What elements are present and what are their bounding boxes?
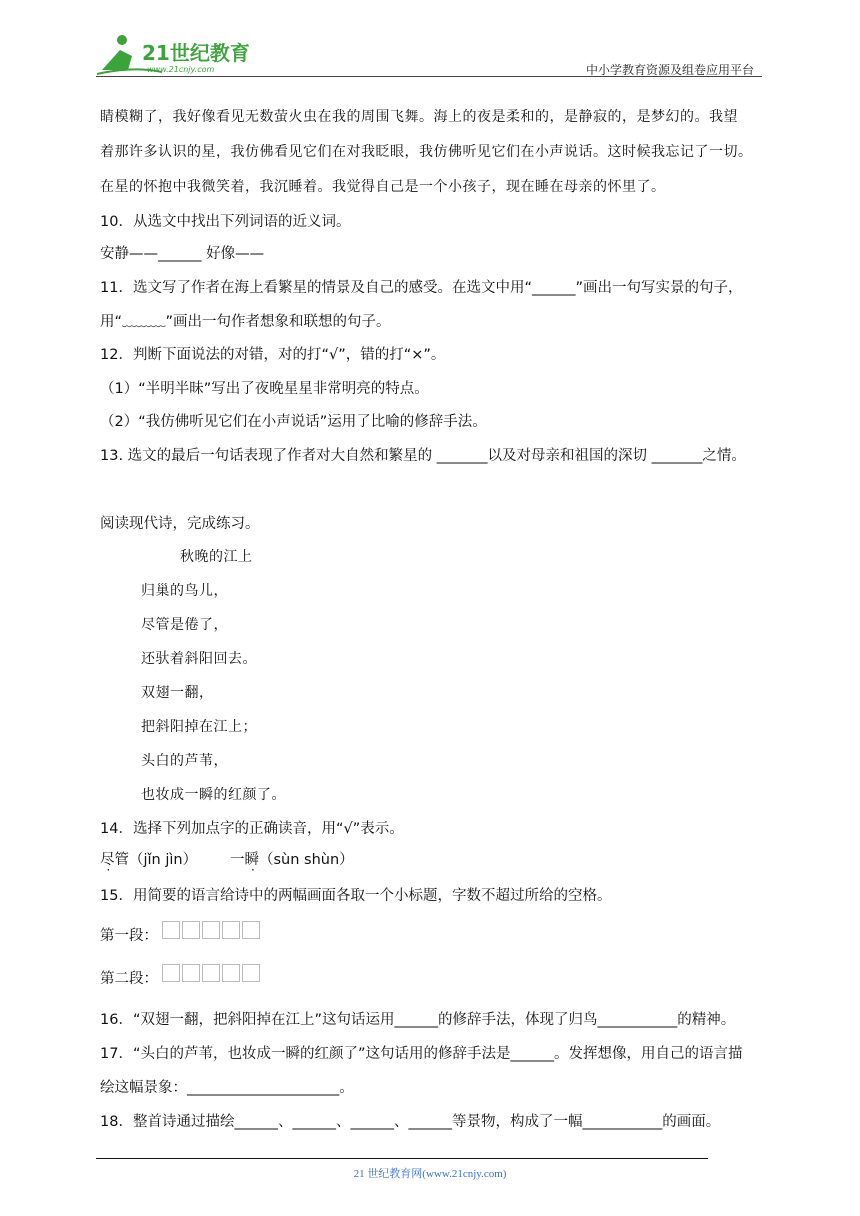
question-18: 18．整首诗通过描绘______、______、______、______等景物，构成了一幅___________的画面。 <box>100 1114 721 1130</box>
footer-link[interactable]: 21 世纪教育网(www.21cnjy.com) <box>353 1168 507 1180</box>
question-10-line: 安静——______ 好像—— <box>100 246 265 262</box>
dotted-char-jin: 尽 <box>100 852 115 868</box>
question-10: 10．从选文中找出下列词语的近义词。 <box>100 214 351 230</box>
question-16: 16．“双翅一翻，把斜阳掉在江上”这句话运用______的修辞手法，体现了归鸟___________的精神。 <box>100 1012 736 1028</box>
question-17-line-2: 绘这幅景象：_____________________。 <box>100 1080 354 1096</box>
poem-line-5: 把斜阳掉在江上； <box>141 719 257 735</box>
question-11-line-1: 11．选文写了作者在海上看繁星的情景及自己的感受。在选文中用“______”画出一句写实景的句子， <box>100 280 743 296</box>
question-14: 14．选择下列加点字的正确读音，用“√”表示。 <box>100 821 404 837</box>
poem-line-4: 双翅一翻， <box>141 685 214 701</box>
svg-text:www.21cnjy.com: www.21cnjy.com <box>147 65 215 74</box>
answer-boxes-1[interactable] <box>162 921 262 939</box>
question-12: 12．判断下面说法的对错，对的打“√”，错的打“×”。 <box>100 347 446 363</box>
poem-line-2: 尽管是倦了， <box>141 617 228 633</box>
poem-line-1: 归巢的鸟儿， <box>141 583 228 599</box>
question-15-label-2: 第二段： <box>100 971 158 987</box>
question-12-item-1: （1）“半明半昧”写出了夜晚星星非常明亮的特点。 <box>100 381 429 397</box>
logo <box>92 30 262 78</box>
question-14-item-2: 一瞬（sùn shùn） <box>230 852 354 868</box>
dotted-char-shun: 瞬 <box>244 852 259 868</box>
question-17-line-1: 17．“头白的芦苇，也妆成一瞬的红颜了”这句话用的修辞手法是______。发挥想像，用自己的语言描 <box>100 1046 743 1062</box>
header-platform-text: 中小学教育资源及组卷应用平台 <box>585 63 754 77</box>
svg-text:21世纪教育: 21世纪教育 <box>142 41 250 65</box>
question-11-line-2: 用“﹏﹏﹏”画出一句作者想象和联想的句子。 <box>100 314 391 330</box>
poem-line-3: 还驮着斜阳回去。 <box>141 651 257 667</box>
passage-line-1: 睛模糊了，我好像看见无数萤火虫在我的周围飞舞。海上的夜是柔和的，是静寂的，是梦幻的。我望 <box>100 109 738 125</box>
footer-divider <box>96 1158 708 1159</box>
passage-line-2: 着那许多认识的星，我仿佛看见它们在对我眨眼，我仿佛听见它们在小声说话。这时候我忘记了一切。 <box>100 144 753 160</box>
poem-title: 秋晚的江上 <box>180 549 253 565</box>
question-14-item-1: 尽管（jǐn jìn） <box>100 852 198 868</box>
question-13: 13. 选文的最后一句话表现了作者对大自然和繁星的 _______以及对母亲和祖国的深切 _______之情。 <box>100 448 746 464</box>
poem-intro: 阅读现代诗，完成练习。 <box>100 516 260 532</box>
header-divider <box>96 76 762 77</box>
question-12-item-2: （2）“我仿佛听见它们在小声说话”运用了比喻的修辞手法。 <box>100 414 487 430</box>
question-15-label-1: 第一段： <box>100 928 158 944</box>
poem-line-7: 也妆成一瞬的红颜了。 <box>141 787 286 803</box>
passage-line-3: 在星的怀抱中我微笑着，我沉睡着。我觉得自己是一个小孩子，现在睡在母亲的怀里了。 <box>100 179 666 195</box>
poem-line-6: 头白的芦苇， <box>141 753 228 769</box>
answer-boxes-2[interactable] <box>162 964 262 982</box>
question-15: 15．用简要的语言给诗中的两幅画面各取一个小标题，字数不超过所给的空格。 <box>100 888 612 904</box>
